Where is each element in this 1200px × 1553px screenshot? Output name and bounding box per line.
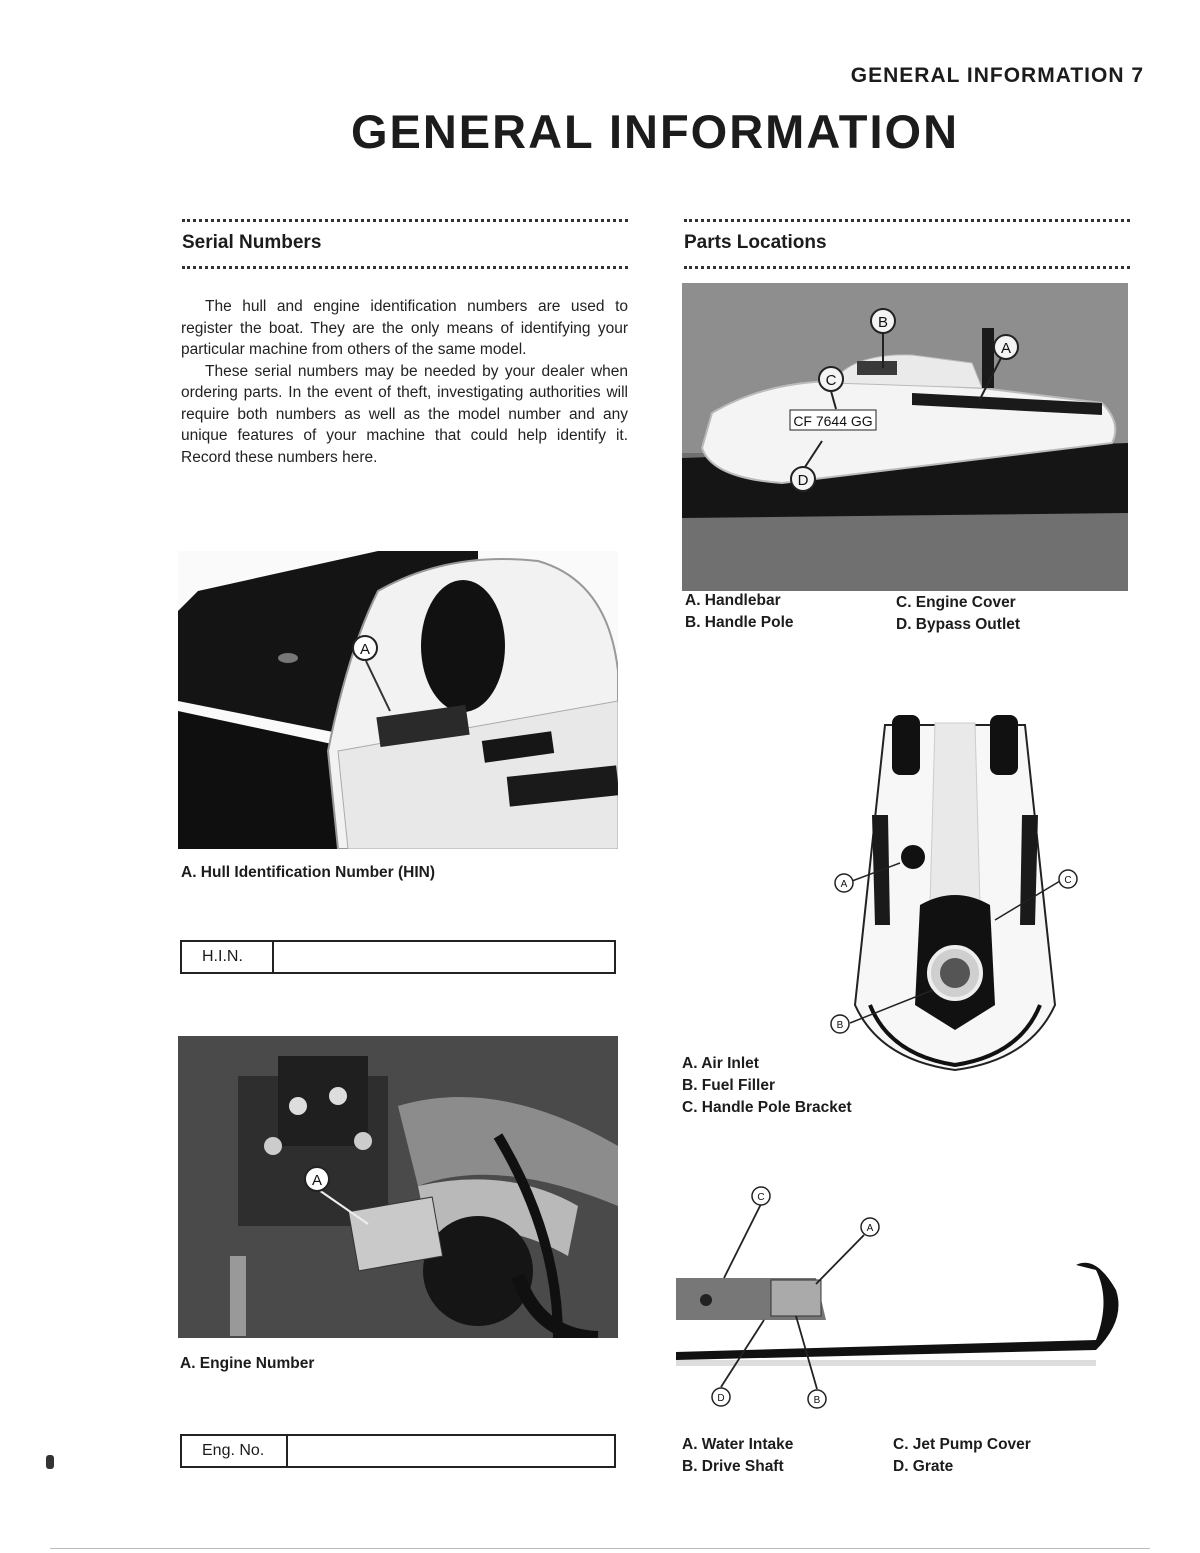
side-view-photo — [682, 283, 1128, 591]
side-view-captions-right — [896, 592, 1020, 636]
top-view-drawing — [830, 705, 1080, 1075]
hin-field[interactable] — [274, 942, 614, 972]
section-divider — [182, 219, 628, 222]
top-view-illustration — [830, 705, 1080, 1075]
side-view-illustration — [682, 283, 1128, 591]
parts-locations-heading: Parts Locations — [684, 232, 827, 253]
caption-fuel-filler: B. Fuel Filler — [682, 1077, 776, 1094]
hin-record-box — [180, 940, 616, 974]
section-divider — [684, 219, 1130, 222]
caption-drive-shaft: B. Drive Shaft — [682, 1458, 784, 1475]
caption-engine-cover: C. Engine Cover — [896, 594, 1016, 611]
section-divider — [684, 266, 1130, 269]
eng-no-field[interactable] — [288, 1436, 614, 1466]
eng-no-label: Eng. No. — [182, 1436, 288, 1466]
side-callout-d: D — [797, 472, 809, 489]
caption-handlebar: A. Handlebar — [685, 592, 781, 609]
engine-number-record-box — [180, 1434, 616, 1468]
jet-pump-illustration — [676, 1180, 1146, 1410]
top-callout-c: C — [1064, 875, 1072, 886]
caption-air-inlet: A. Air Inlet — [682, 1055, 759, 1072]
side-callout-a: A — [1000, 340, 1012, 357]
paragraph: These serial numbers may be needed by your dealer when ordering parts. In the event of theft, investigating authorities will require both numbers as well as the model number and any unique features of your machine that could help identify it. Record these numbers here. — [181, 362, 628, 466]
top-view-captions — [682, 1053, 852, 1119]
engine-callout: A — [311, 1172, 323, 1189]
jet-pump-captions-left — [682, 1434, 793, 1478]
hull-id-illustration — [178, 551, 618, 849]
page-title: GENERAL INFORMATION — [350, 105, 960, 158]
caption-handle-pole-bracket: C. Handle Pole Bracket — [682, 1099, 852, 1116]
engine-number-photo — [178, 1036, 618, 1338]
side-view-captions-left — [685, 590, 794, 634]
top-callout-b: B — [836, 1020, 844, 1031]
pump-callout-c: C — [757, 1192, 765, 1203]
jet-pump-captions-right — [893, 1434, 1031, 1478]
side-callout-b: B — [877, 314, 889, 331]
pump-callout-b: B — [813, 1395, 821, 1406]
top-callout-a: A — [840, 879, 848, 890]
page-bottom-rule — [50, 1548, 1150, 1549]
section-divider — [182, 266, 628, 269]
serial-numbers-heading: Serial Numbers — [182, 232, 322, 253]
hull-id-caption: A. Hull Identification Number (HIN) — [181, 864, 436, 881]
serial-numbers-text — [181, 296, 628, 468]
scan-mark — [46, 1455, 54, 1469]
running-head: GENERAL INFORMATION 7 — [850, 64, 1144, 87]
caption-jet-pump-cover: C. Jet Pump Cover — [893, 1436, 1031, 1453]
hin-label: H.I.N. — [182, 942, 274, 972]
side-callout-c: C — [825, 372, 837, 389]
pump-callout-d: D — [717, 1393, 725, 1404]
engine-illustration — [178, 1036, 618, 1338]
paragraph: The hull and engine identification numbers are used to register the boat. They are the only means of identifying your particular machine from others of the same model. — [181, 298, 628, 358]
caption-handle-pole: B. Handle Pole — [685, 614, 794, 631]
hull-id-photo — [178, 551, 618, 849]
jet-pump-drawing — [676, 1180, 1146, 1410]
caption-bypass-outlet: D. Bypass Outlet — [896, 616, 1021, 633]
caption-grate: D. Grate — [893, 1458, 954, 1475]
caption-water-intake: A. Water Intake — [682, 1436, 794, 1453]
plate-number: CF 7644 GG — [793, 413, 873, 429]
hull-callout: A — [359, 641, 371, 658]
pump-callout-a: A — [866, 1223, 874, 1234]
engine-number-caption: A. Engine Number — [180, 1355, 315, 1372]
